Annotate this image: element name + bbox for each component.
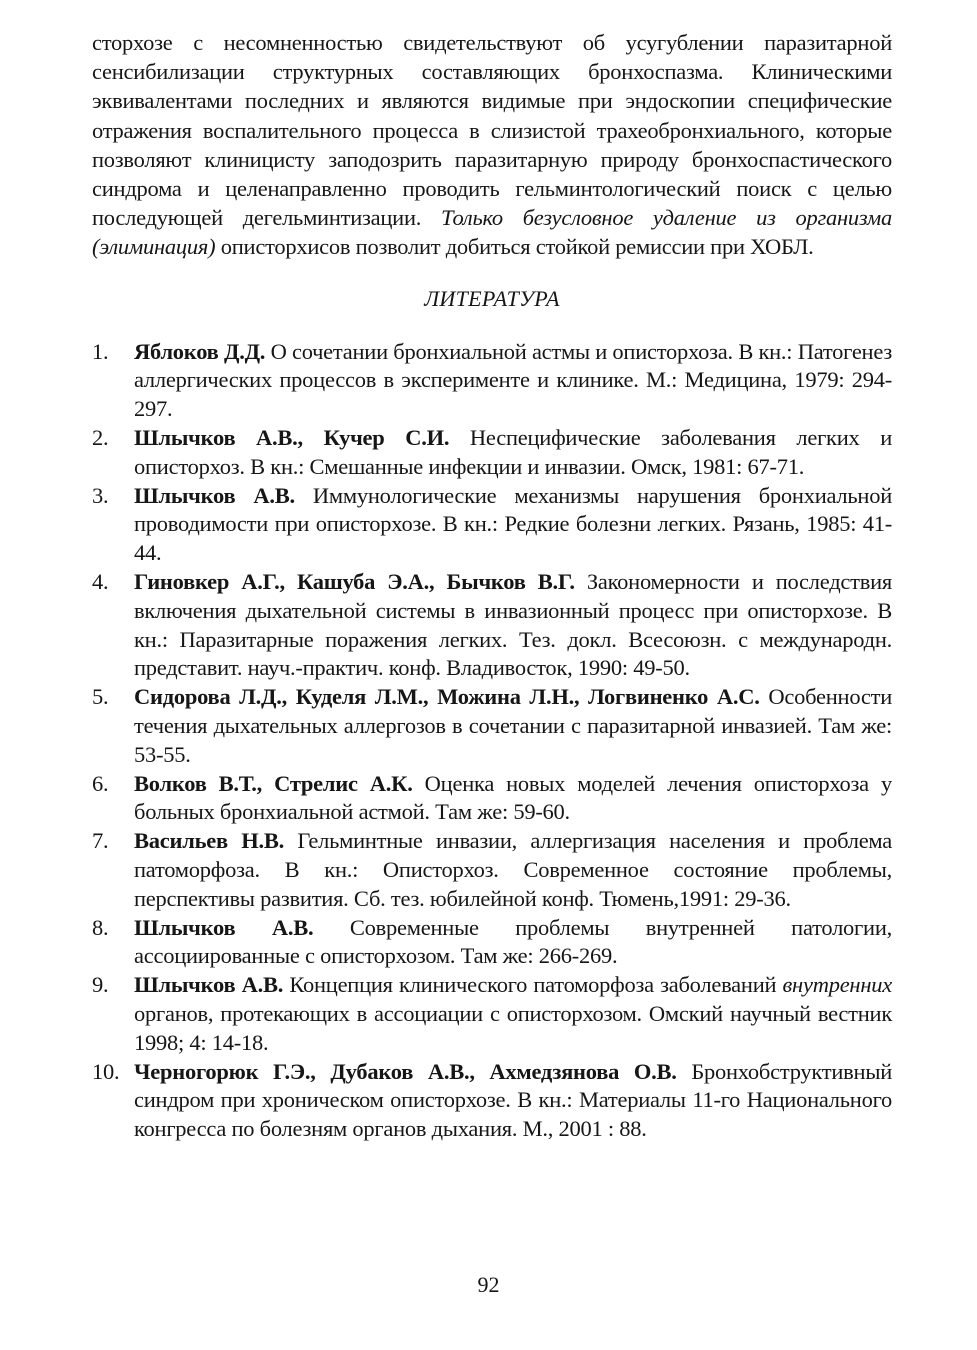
intro-text-2: описторхисов позволит добиться стойкой ремиссии при ХОБЛ. bbox=[220, 234, 814, 260]
reference-item-9 bbox=[92, 971, 892, 1057]
reference-number: 7. bbox=[92, 828, 109, 854]
reference-item-2 bbox=[92, 424, 892, 482]
reference-number: 5. bbox=[92, 684, 109, 710]
reference-text: О сочетании бронхиальной астмы и описторхоза. В кн.: Патогенез аллергических процессов в эксперименте и клинике. М.: Медицина, 1979: 294-297. bbox=[134, 338, 892, 422]
reference-number: 9. bbox=[92, 972, 109, 998]
reference-authors: Яблоков Д.Д. bbox=[134, 338, 266, 364]
reference-text: Гельминтные инвазии, аллергизация населения и проблема патоморфоза. В кн.: Описторхоз. Современное состояние проблемы, перспективы развития. Сб. тез. юбилейной конф. Тюмень,1991: 29-36. bbox=[134, 828, 892, 911]
reference-text-continued: органов, протекающих в ассоциации с описторхозом. Омский научный вестник 1998; 4: 14-18. bbox=[134, 1000, 892, 1055]
reference-item-1 bbox=[92, 338, 892, 424]
reference-number: 10. bbox=[92, 1058, 120, 1084]
reference-number: 6. bbox=[92, 770, 109, 796]
page-number: 92 bbox=[477, 1272, 500, 1297]
reference-text: Бронхобструктивный синдром при хроническом описторхозе. В кн.: Материалы 11-го Национального конгресса по болезням органов дыхания. М., 2001 : 88. bbox=[134, 1058, 892, 1142]
reference-text: Неспецифические заболевания легких и описторхоз. В кн.: Смешанные инфекции и инвазии. Омск, 1981: 67-71. bbox=[134, 425, 892, 479]
reference-authors: Шлычков А.В. bbox=[134, 972, 284, 998]
reference-authors: Волков В.Т., Стрелис А.К. bbox=[134, 770, 413, 796]
reference-text: Закономерности и последствия включения дыхательной системы в инвазионный процесс при описторхозе. В кн.: Паразитарные поражения легких. Тез. докл. Всесоюзн. с международн. представит. науч.-практич. конф. Владивосток, 1990: 49-50. bbox=[134, 569, 892, 681]
references-list bbox=[92, 338, 892, 1144]
reference-item-6 bbox=[92, 770, 892, 828]
reference-text: Особенности течения дыхательных аллергозов в сочетании с паразитарной инвазией. Там же: 53-55. bbox=[134, 684, 892, 767]
reference-text: Современные проблемы внутренней патологии, ассоциированные с описторхозом. Там же: 266-269. bbox=[134, 914, 892, 969]
reference-item-8 bbox=[92, 914, 892, 972]
document-page bbox=[92, 28, 892, 1144]
reference-number: 1. bbox=[92, 338, 109, 364]
reference-authors: Шлычков А.В., Кучер С.И. bbox=[134, 425, 450, 451]
intro-text-italic: Только безусловное удаление из организма (элиминация) bbox=[92, 205, 892, 260]
reference-authors: Шлычков А.В. bbox=[134, 914, 314, 940]
reference-number: 4. bbox=[92, 569, 109, 594]
reference-item-5 bbox=[92, 683, 892, 769]
reference-text-italic: внутренних bbox=[782, 972, 892, 998]
references-heading: ЛИТЕРАТУРА bbox=[424, 285, 560, 311]
intro-paragraph bbox=[92, 28, 892, 262]
reference-item-10 bbox=[92, 1058, 892, 1144]
reference-authors: Васильев Н.В. bbox=[134, 828, 284, 854]
reference-number: 2. bbox=[92, 425, 109, 451]
reference-authors: Сидорова Л.Д., Куделя Л.М., Можина Л.Н., Логвиненко А.С. bbox=[134, 684, 760, 710]
reference-text: Оценка новых моделей лечения описторхоза у больных бронхиальной астмой. Там же: 59-60. bbox=[134, 770, 892, 825]
reference-number: 3. bbox=[92, 482, 109, 508]
reference-authors: Черногорюк Г.Э., Дубаков А.В., Ахмедзянова О.В. bbox=[134, 1058, 677, 1084]
reference-item-3 bbox=[92, 482, 892, 568]
reference-authors: Гиновкер А.Г., Кашуба Э.А., Бычков В.Г. bbox=[134, 569, 575, 594]
reference-text: Концепция клинического патоморфоза заболеваний bbox=[283, 972, 783, 998]
reference-item-4 bbox=[92, 568, 892, 683]
reference-number: 8. bbox=[92, 914, 109, 940]
reference-authors: Шлычков А.В. bbox=[134, 482, 295, 508]
reference-text: Иммунологические механизмы нарушения бронхиальной проводимости при описторхозе. В кн.: Редкие болезни легких. Рязань, 1985: 41-44. bbox=[134, 482, 892, 566]
reference-item-7 bbox=[92, 827, 892, 913]
intro-text-1: сторхозе с несомненностью свидетельствуют об усугублении паразитарной сенсибилизации структурных составляющих бронхоспазма. Клиническими эквивалентами последних и являются видимые при эндоскопии специфические отражения воспалительного процесса в слизистой трахеобронхиального, которые позволяют клиницисту заподозрить паразитарную природу бронхоспастического синдрома и целенаправленно проводить гельминтологический поиск с целью последующей дегельминтизации. bbox=[92, 30, 892, 231]
